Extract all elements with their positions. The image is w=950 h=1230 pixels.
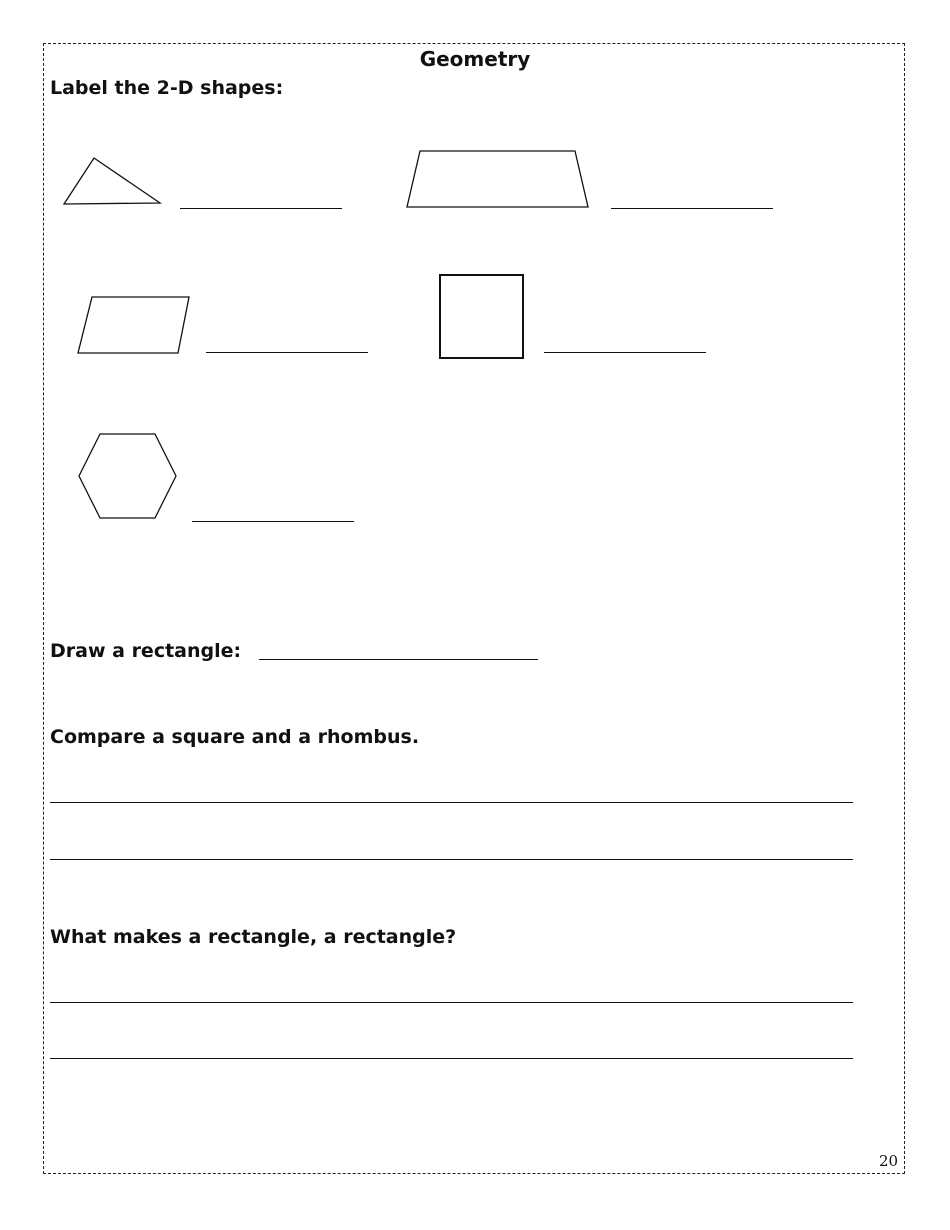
square-answer-blank [544,352,706,353]
triangle-shape [64,158,160,204]
parallelogram-answer-blank [206,352,368,353]
square-shape [440,275,523,358]
what-makes-heading: What makes a rectangle, a rectangle? [50,926,457,948]
hexagon-answer-blank [192,521,354,522]
compare-answer-line [50,859,853,860]
page-number: 20 [879,1152,899,1170]
compare-answer-line [50,802,853,803]
trapezoid-shape [407,151,588,207]
trapezoid-answer-blank [611,208,773,209]
triangle-answer-blank [180,208,342,209]
what-makes-answer-line [50,1002,853,1003]
draw-rectangle-heading: Draw a rectangle: [50,640,242,662]
hexagon-shape [79,434,176,518]
parallelogram-shape [78,297,189,353]
what-makes-answer-line [50,1058,853,1059]
compare-heading: Compare a square and a rhombus. [50,726,420,748]
draw-rectangle-blank [259,659,538,660]
label-shapes-heading: Label the 2-D shapes: [50,77,284,99]
page-title: Geometry [419,47,531,71]
